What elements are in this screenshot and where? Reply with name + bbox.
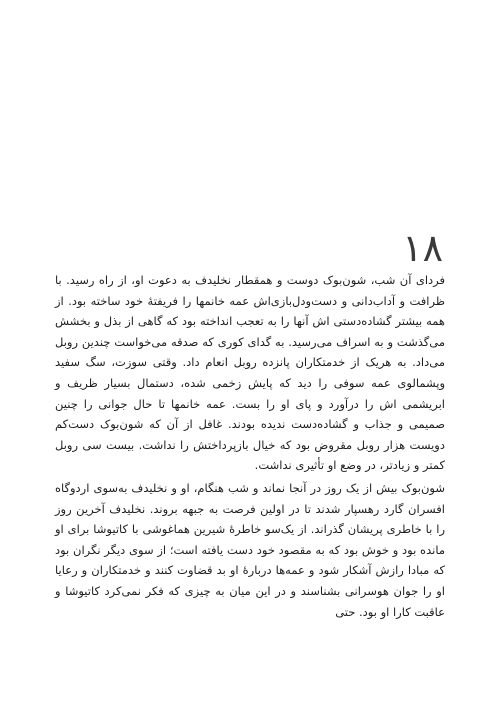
chapter-number: ۱۸ <box>402 226 443 270</box>
paragraph-2: شون‌بوک بیش از یک روز در آنجا نماند و شب هنگام، او و نخلیدف به‌سوی اردوگاه افسران گارد رهسپار شدند تا در اولین فرصت به جبهه بروند. نخلیدف آخرین روز را با خاطری پریشان گذراند. از یک‌سو خاطرهٔ شیرین هماغوشی با کاتیوشا برای او مانده بود و خوش بود که به مقصود خود دست یافته است؛ از سوی دیگر نگران بود که مبادا رازش آشکار شود و عمه‌ها دربارهٔ او بد قضاوت کنند و خدمتکاران و رعایا او را جوان هوسرانی بشناسند و در این میان به چیزی که فکر نمی‌کرد کاتیوشا و عاقبت کارا او بود. حتی <box>55 480 445 619</box>
chapter-body <box>55 270 445 622</box>
paragraph-1: فردای آن شب، شون‌بوک دوست و همقطار نخلیدف به دعوت او، از راه رسید. با ظرافت و آداب‌دانی و دست‌ودل‌بازی‌اش عمه خانمها را فریفتهٔ خود ساخته بود. از همه بیشتر گشاده‌دستی اش آنها را به تعجب انداخته بود که گاهی از بذل و بخشش می‌گذشت و به اسراف می‌رسید. به گدای کوری که صدقه می‌خواست چندین روبل می‌داد. به هریک از خدمتکاران پانزده روبل انعام داد. وقتی سوزت، سگ سفید وپشمالوی عمه سوفی را دید که پایش زخمی شده، دستمال بسیار ظریف و ابریشمی اش را درآورد و پای او را بست. عمه خانمها تا حال جوانی را چنین صمیمی و جذاب و گشاده‌دست ندیده بودند. غافل از آن که شون‌بوک دست‌کم دویست هزار روبل مقروض بود که خیال بازپرداختش را نداشت. بیست سی روبل کمتر و زیادتر، در وضع او تأثیری نداشت. <box>55 273 445 473</box>
